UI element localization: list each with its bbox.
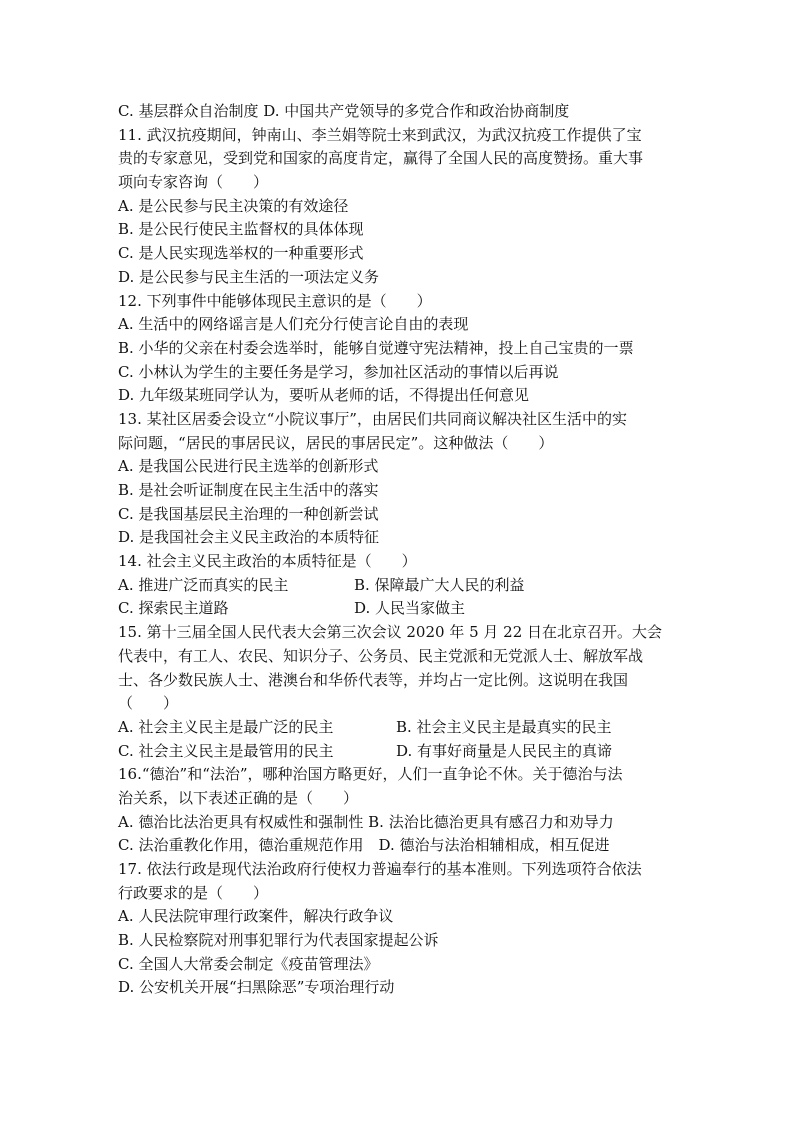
text-line: 际问题，“居民的事居民议，居民的事居民定”。这种做法（ ） [118, 433, 554, 452]
option-line: D. 九年级某班同学认为，要听从老师的话，不得提出任何意见 [118, 386, 530, 405]
question-11-stem: 11. 武汉抗疫期间，钟南山、李兰娟等院士来到武汉，为武汉抗疫工作提供了宝 [118, 125, 642, 144]
option-line: B. 是公民行使民主监督权的具体体现 [118, 220, 364, 239]
text-line: 士、各少数民族人士、港澳台和华侨代表等，并均占一定比例。这说明在我国 [118, 670, 629, 689]
option-c: C. 探索民主道路 [118, 599, 229, 618]
option-line: B. 人民检察院对刑事犯罪行为代表国家提起公诉 [118, 931, 439, 950]
option-d: D. 有事好商量是人民民主的真谛 [396, 741, 613, 760]
option-line: D. 公安机关开展“扫黑除恶”专项治理行动 [118, 978, 395, 997]
option-row [118, 740, 678, 764]
option-line: A. 人民法院审理行政案件，解决行政争议 [118, 907, 394, 926]
text-line: （ ） [118, 694, 179, 713]
option-line: C. 法治重教化作用，德治重规范作用 D. 德治与法治相辅相成，相互促进 [118, 836, 610, 855]
option-row [118, 597, 678, 621]
text-line: 贵的专家意见，受到党和国家的高度肯定，赢得了全国人民的高度赞扬。重大事 [118, 149, 644, 168]
option-row [118, 574, 678, 598]
option-line: C. 是我国基层民主治理的一种创新尝试 [118, 504, 379, 523]
question-text [118, 100, 678, 1000]
text-line: C. 基层群众自治制度 D. 中国共产党领导的多党合作和政治协商制度 [118, 102, 570, 120]
option-line: A. 生活中的网络谣言是人们充分行使言论自由的表现 [118, 315, 469, 334]
option-b: B. 社会主义民主是最真实的民主 [396, 717, 612, 736]
text-line: 行政要求的是（ ） [118, 883, 269, 902]
question-12-stem: 12. 下列事件中能够体现民主意识的是（ ） [118, 291, 432, 310]
option-line: B. 小华的父亲在村委会选举时，能够自觉遵守宪法精神，投上自己宝贵的一票 [118, 338, 634, 357]
option-d: D. 人民当家做主 [354, 599, 466, 618]
option-a: A. 推进广泛而真实的民主 [118, 575, 289, 594]
option-c: C. 社会主义民主是最管用的民主 [118, 741, 334, 760]
option-line: A. 德治比法治更具有权威性和强制性 B. 法治比德治更具有感召力和劝导力 [118, 812, 614, 831]
option-line: C. 全国人大常委会制定《疫苗管理法》 [118, 954, 379, 973]
question-13-stem: 13. 某社区居委会设立“小院议事厅”，由居民们共同商议解决社区生活中的实 [118, 409, 627, 428]
question-17-stem: 17. 依法行政是现代法治政府行使权力普遍奉行的基本准则。下列选项符合依法 [118, 860, 642, 878]
option-line: C. 是人民实现选举权的一种重要形式 [118, 244, 364, 263]
option-a: A. 社会主义民主是最广泛的民主 [118, 717, 334, 736]
text-line: 代表中，有工人、农民、知识分子、公务员、民主党派和无党派人士、解放军战 [118, 646, 644, 665]
option-line: A. 是公民参与民主决策的有效途径 [118, 196, 349, 215]
text-line: 治关系，以下表述正确的是（ ） [118, 788, 359, 807]
question-14-stem: 14. 社会主义民主政治的本质特征是（ ） [118, 552, 417, 571]
text-line: 项向专家咨询（ ） [118, 173, 269, 192]
question-15-stem: 15. 第十三届全国人民代表大会第三次会议 2020 年 5 月 22 日在北京召开。大会 [118, 623, 663, 642]
option-line: B. 是社会听证制度在民主生活中的落实 [118, 481, 379, 499]
option-line: C. 小林认为学生的主要任务是学习，参加社区活动的事情以后再说 [118, 362, 559, 381]
option-line: A. 是我国公民进行民主选举的创新形式 [118, 457, 379, 476]
question-16-stem: 16.“德治”和“法治”，哪种治国方略更好，人们一直争论不休。关于德治与法 [118, 765, 623, 784]
option-row [118, 716, 678, 740]
option-b: B. 保障最广大人民的利益 [354, 575, 525, 594]
option-line: D. 是公民参与民主生活的一项法定义务 [118, 267, 380, 286]
option-line: D. 是我国社会主义民主政治的本质特征 [118, 528, 380, 547]
